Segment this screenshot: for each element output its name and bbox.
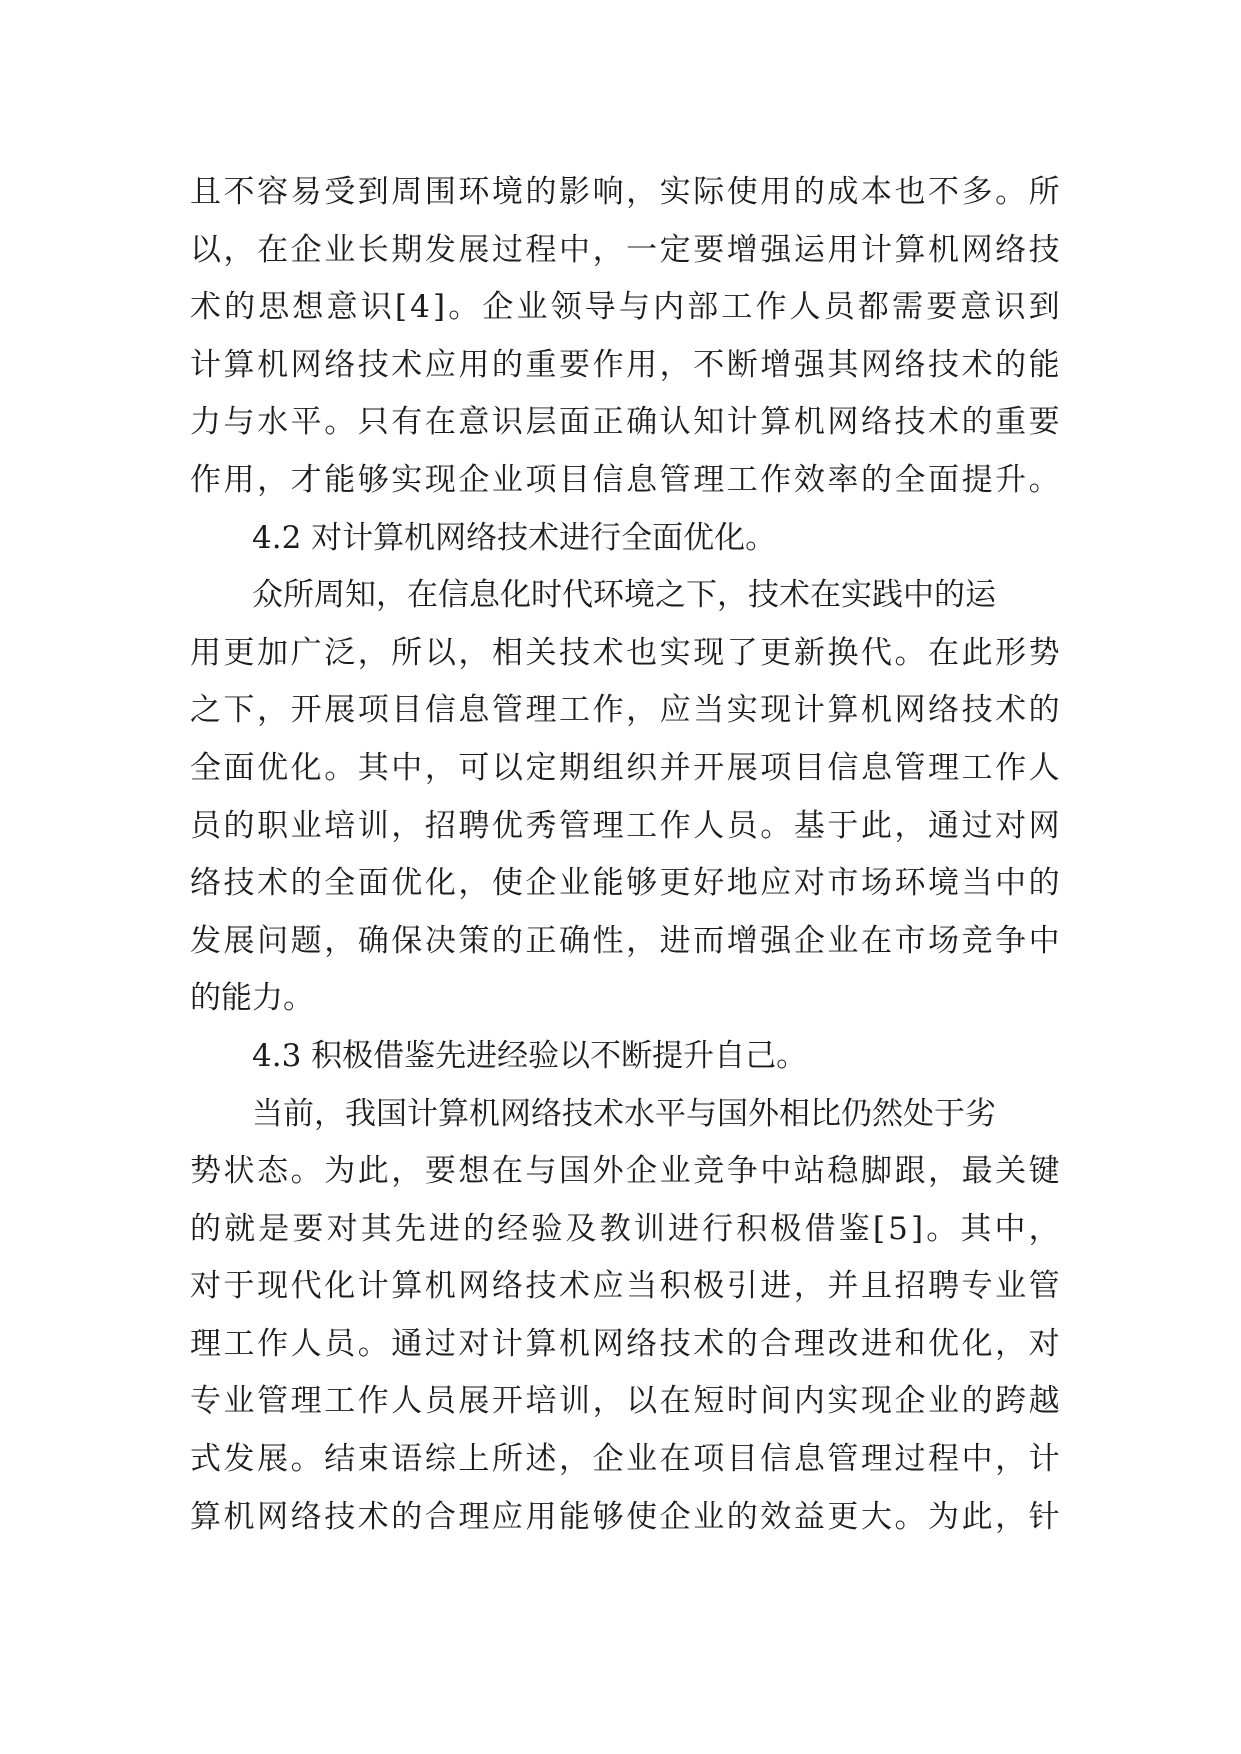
text-line: 且 不 容 易 受 到 周 围 环 境 的 影 响 ， 实 际 使 用 的 成 本 也 不 多 。 所: [190, 174, 1060, 210]
text-line: 当前，我国计算机网络技术水平与国外相比仍然处于劣: [252, 1095, 996, 1132]
text-line: 作 用 ， 才 能 够 实 现 企 业 项 目 信 息 管 理 工 作 效 率 的 全 面 提 升 。: [190, 461, 1060, 498]
text-line: 络 技 术 的 全 面 优 化 ， 使 企 业 能 够 更 好 地 应 对 市 场 环 境 当 中 的: [190, 865, 1060, 902]
section-heading: 4.3 积极借鉴先进经验以不断提升自己。: [252, 1037, 808, 1074]
section-heading: 4.2 对计算机网络技术进行全面优化。: [252, 519, 777, 556]
text-line: 之 下 ， 开 展 项 目 信 息 管 理 工 作 ， 应 当 实 现 计 算 机 网 络 技 术 的: [190, 692, 1060, 729]
text-line: 势 状 态 。 为 此 ， 要 想 在 与 国 外 企 业 竞 争 中 站 稳 脚 跟 ， 最 关 键: [190, 1153, 1060, 1190]
text-line: 理 工 作 人 员 。 通 过 对 计 算 机 网 络 技 术 的 合 理 改 进 和 优 化 ， 对: [190, 1325, 1060, 1362]
text-line: 专 业 管 理 工 作 人 员 展 开 培 训 ， 以 在 短 时 间 内 实 现 企 业 的 跨 越: [190, 1383, 1060, 1420]
text-line: 的能力。: [190, 980, 314, 1017]
text-line: 式 发 展 。 结 束 语 综 上 所 述 ， 企 业 在 项 目 信 息 管 理 过 程 中 ， 计: [190, 1441, 1060, 1478]
text-line: 力 与 水 平 。 只 有 在 意 识 层 面 正 确 认 知 计 算 机 网 络 技 术 的 重 要: [190, 404, 1060, 441]
text-line: 用 更 加 广 泛 ， 所 以 ， 相 关 技 术 也 实 现 了 更 新 换 代 。 在 此 形 势: [190, 634, 1060, 671]
text-line: 计 算 机 网 络 技 术 应 用 的 重 要 作 用 ， 不 断 增 强 其 网 络 技 术 的 能: [190, 346, 1060, 383]
text-line: 员 的 职 业 培 训 ， 招 聘 优 秀 管 理 工 作 人 员 。 基 于 此 ， 通 过 对 网: [190, 807, 1060, 844]
document-body: [190, 164, 1060, 1546]
text-line: 以 ， 在 企 业 长 期 发 展 过 程 中 ， 一 定 要 增 强 运 用 计 算 机 网 络 技: [190, 231, 1060, 268]
text-line: 发 展 问 题 ， 确 保 决 策 的 正 确 性 ， 进 而 增 强 企 业 在 市 场 竞 争 中: [190, 922, 1060, 959]
text-line: 全 面 优 化 。 其 中 ， 可 以 定 期 组 织 并 开 展 项 目 信 息 管 理 工 作 人: [190, 749, 1060, 786]
text-line: 的 就 是 要 对 其 先 进 的 经 验 及 教 训 进 行 积 极 借 鉴 [ 5 ] 。 其 中 ，: [190, 1210, 1060, 1247]
text-line: 众所周知，在信息化时代环境之下，技术在实践中的运: [252, 577, 996, 614]
text-line: 算 机 网 络 技 术 的 合 理 应 用 能 够 使 企 业 的 效 益 更 大 。 为 此 ， 针: [190, 1498, 1060, 1535]
text-line: 对 于 现 代 化 计 算 机 网 络 技 术 应 当 积 极 引 进 ， 并 且 招 聘 专 业 管: [190, 1268, 1060, 1305]
text-line: 术 的 思 想 意 识 [ 4 ] 。 企 业 领 导 与 内 部 工 作 人 员 都 需 要 意 识 到: [190, 289, 1060, 326]
